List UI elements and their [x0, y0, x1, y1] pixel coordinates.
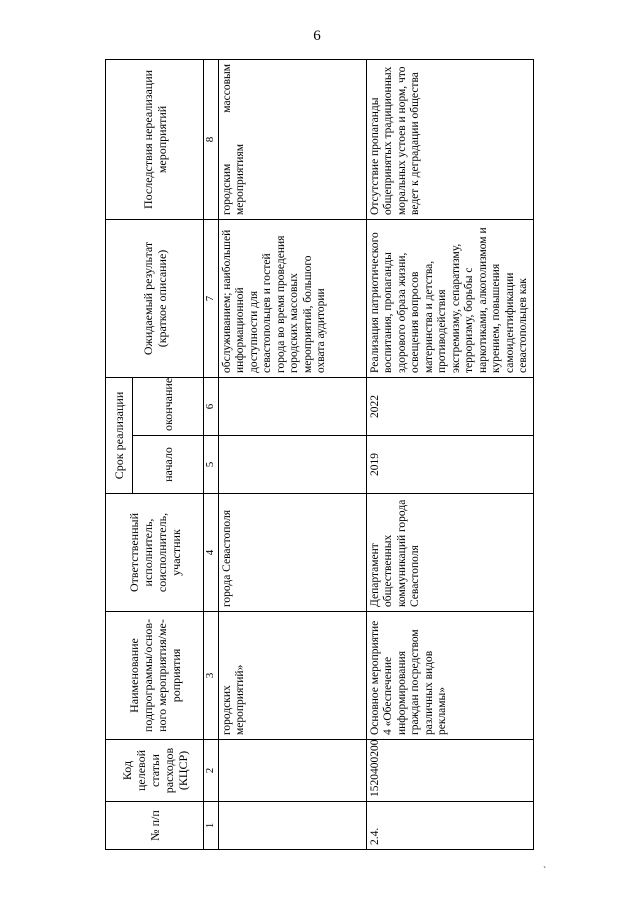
- scan-mark: `: [543, 866, 547, 877]
- column-numbers-row: [204, 59, 219, 849]
- cell-end: [218, 377, 366, 435]
- header-num: № п/п: [106, 802, 204, 850]
- header-start: начало: [133, 436, 204, 494]
- rotated-table-wrapper: [105, 60, 529, 850]
- colnum-5: 5: [204, 436, 219, 494]
- header-responsible: Ответственный исполнитель, соисполнитель, участник: [106, 494, 204, 612]
- cell-consequences: городским массовым мероприятиям: [218, 59, 366, 219]
- cell-name: Основное мероприятие 4 «Обеспечение информирования граждан посредством различных видов рекламы»: [366, 612, 533, 740]
- header-row-1: [106, 59, 133, 849]
- colnum-1: 1: [204, 802, 219, 850]
- colnum-4: 4: [204, 494, 219, 612]
- cell-consequences: Отсутствие пропаганды общепринятых традиционных моральных устоев и норм, что ведет к деградации общества: [366, 59, 533, 219]
- header-code: Код целевой статьи расходов (КЦСР): [106, 740, 204, 802]
- table-row: [218, 59, 366, 849]
- program-activities-table: [105, 59, 534, 850]
- colnum-3: 3: [204, 612, 219, 740]
- cell-name: городских мероприятий»: [218, 612, 366, 740]
- colnum-7: 7: [204, 219, 219, 377]
- cell-num: [218, 802, 366, 850]
- table-row: [366, 59, 533, 849]
- colnum-2: 2: [204, 740, 219, 802]
- cell-result: Реализация патриотического воспитания, пропаганды здорового образа жизни, освещения вопросов материнства и детства, противодействия экстремизму, сепаратизму, терроризму, борьбы с наркотиками, алкоголизмом и курением, повышения самоидентификации севастопольцев как: [366, 219, 533, 377]
- header-end: окончание: [133, 377, 204, 435]
- cell-num: 2.4.: [366, 802, 533, 850]
- header-period: Срок реализации: [106, 377, 133, 493]
- colnum-8: 8: [204, 59, 219, 219]
- cell-end: 2022: [366, 377, 533, 435]
- header-result: Ожидаемый результат (краткое описание): [106, 219, 204, 377]
- colnum-6: 6: [204, 377, 219, 435]
- cell-responsible: города Севастополя: [218, 494, 366, 612]
- cell-start: [218, 436, 366, 494]
- cell-start: 2019: [366, 436, 533, 494]
- header-name: Наименование подпрограммы/основ-ного мероприятия/ме-роприятия: [106, 612, 204, 740]
- page-number: 6: [313, 28, 321, 44]
- cell-code: [218, 740, 366, 802]
- cell-responsible: Департамент общественных коммуникаций города Севастополя: [366, 494, 533, 612]
- cell-code: 1520400200: [366, 740, 533, 802]
- header-consequences: Последствия нереализации мероприятий: [106, 59, 204, 219]
- cell-result: обслуживанием; наибольшей информационной доступности для севастопольцев и гостей города во время проведения городских массовых мероприятий, большого охвата аудитории: [218, 219, 366, 377]
